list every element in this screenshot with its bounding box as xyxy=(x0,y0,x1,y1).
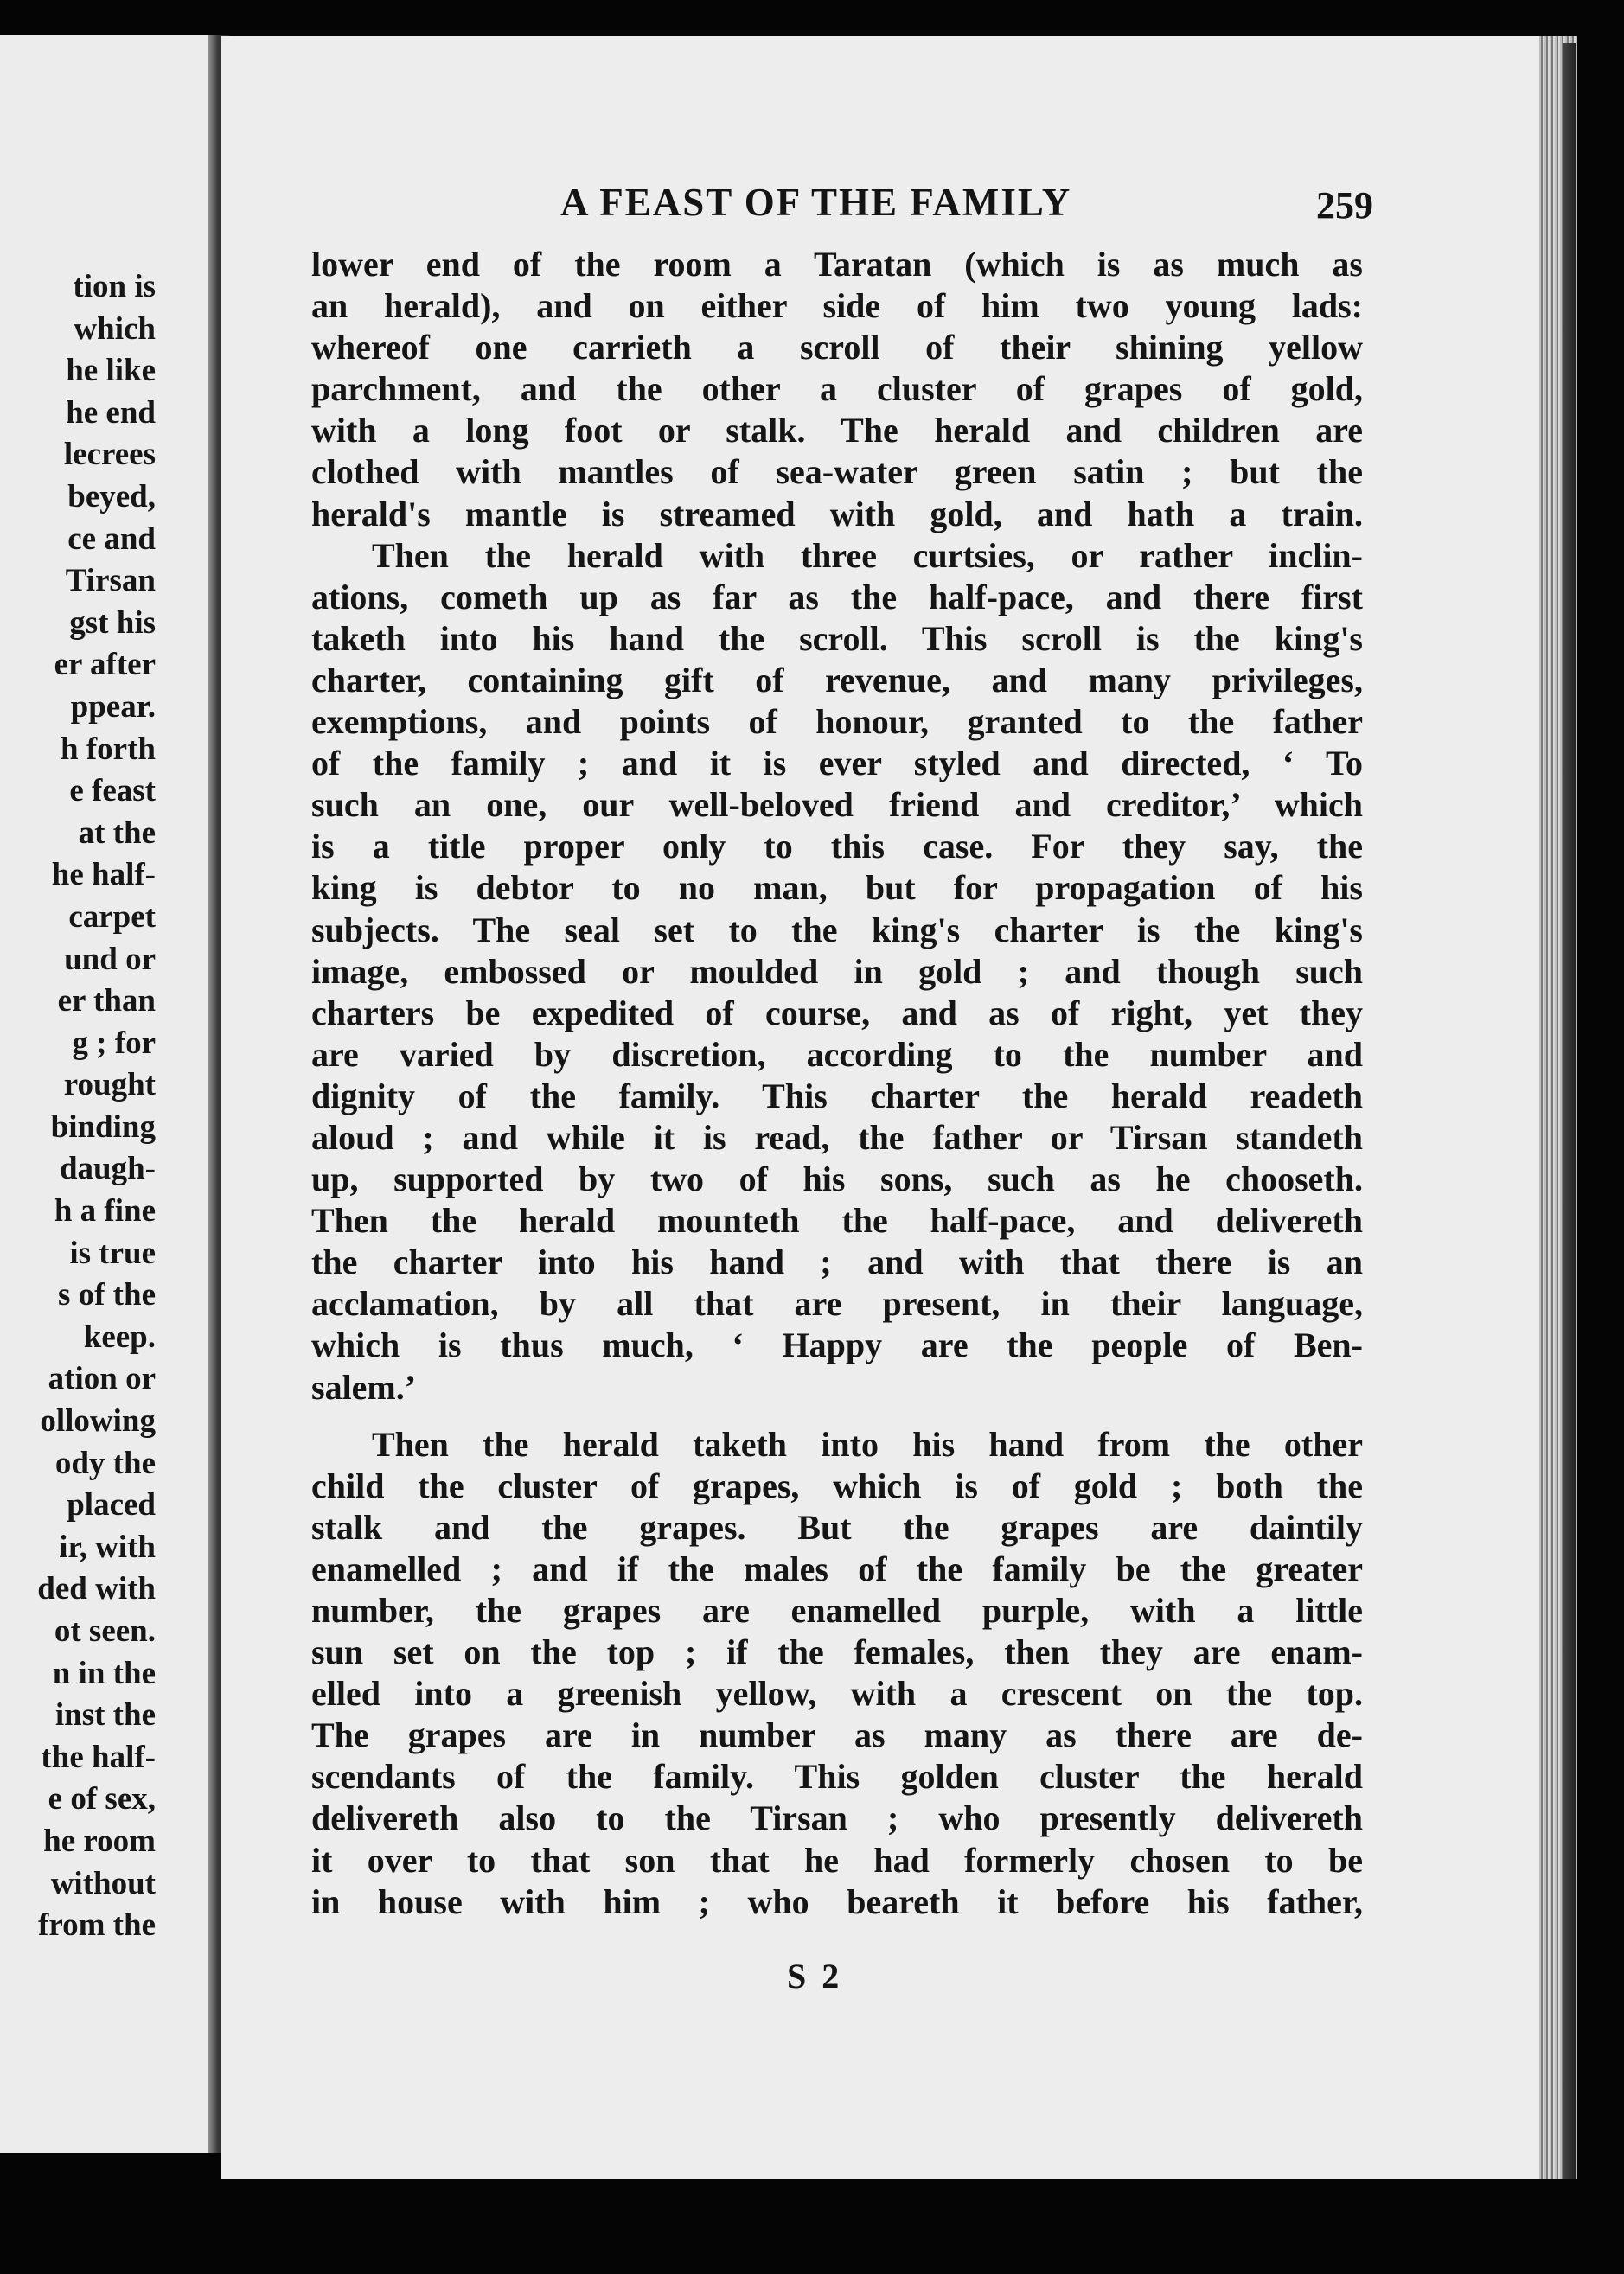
facing-page-line: beyed, xyxy=(67,478,156,514)
facing-page-line: ollowing xyxy=(40,1403,156,1440)
facing-page-line: Tirsan xyxy=(65,563,156,599)
body-text xyxy=(311,244,1363,1923)
facing-page-line: binding xyxy=(50,1108,156,1145)
facing-page-line: without xyxy=(50,1865,156,1901)
facing-page-line: which xyxy=(74,310,156,347)
text-line: up, supported by two of his sons, such as he chooseth. xyxy=(311,1159,1363,1199)
text-line: the charter into his hand ; and with that there is an xyxy=(311,1242,1363,1282)
facing-page-line: er after xyxy=(54,647,156,683)
text-line: delivereth also to the Tirsan ; who presently delivereth xyxy=(311,1798,1363,1838)
text-line: exemptions, and points of honour, granted to the father xyxy=(311,702,1363,742)
facing-page-line: ce and xyxy=(67,521,156,557)
paragraph-gap xyxy=(311,1408,1363,1424)
text-line: dignity of the family. This charter the herald readeth xyxy=(311,1076,1363,1115)
text-line: aloud ; and while it is read, the father or Tirsan standeth xyxy=(311,1117,1363,1157)
facing-page-text xyxy=(0,266,156,1947)
text-line: which is thus much, ‘ Happy are the people of Ben- xyxy=(311,1325,1363,1365)
facing-page-line: lecrees xyxy=(63,437,156,473)
text-line: of the family ; and it is ever styled and directed, ‘ To xyxy=(311,744,1363,783)
facing-page-line: gst his xyxy=(69,604,156,641)
text-line: an herald), and on either side of him two young lads: xyxy=(311,286,1363,326)
paragraph xyxy=(311,1424,1363,1923)
text-line: with a long foot or stalk. The herald and children are xyxy=(311,411,1363,450)
text-line: taketh into his hand the scroll. This scroll is the king's xyxy=(311,618,1363,658)
book-cover-edge xyxy=(1563,43,1576,2179)
text-line: it over to that son that he had formerly chosen to be xyxy=(311,1840,1363,1880)
facing-page-line: e feast xyxy=(69,773,156,809)
page-header xyxy=(560,180,1373,232)
facing-page-line: g ; for xyxy=(72,1025,156,1061)
facing-page-line: the half- xyxy=(41,1739,156,1775)
text-line: parchment, and the other a cluster of grapes of gold, xyxy=(311,369,1363,409)
text-line: king is debtor to no man, but for propagation of his xyxy=(311,868,1363,908)
text-line: child the cluster of grapes, which is of gold ; both the xyxy=(311,1466,1363,1505)
text-line: image, embossed or moulded in gold ; and though such xyxy=(311,951,1363,991)
facing-page-line: ody the xyxy=(54,1445,156,1481)
facing-page-line: from the xyxy=(38,1907,156,1944)
facing-page-line: keep. xyxy=(83,1319,156,1355)
text-line: are varied by discretion, according to the number and xyxy=(311,1034,1363,1074)
text-line: lower end of the room a Taratan (which is as much as xyxy=(311,245,1363,284)
facing-page-line: is true xyxy=(69,1235,156,1271)
facing-page-line: at the xyxy=(78,814,156,851)
text-line: such an one, our well-beloved friend and creditor,’ which xyxy=(311,785,1363,825)
facing-page-line: h a fine xyxy=(54,1193,156,1230)
text-line: charter, containing gift of revenue, and many privileges, xyxy=(311,660,1363,699)
facing-page-line: he like xyxy=(66,353,156,389)
facing-page-line: ation or xyxy=(48,1361,156,1397)
text-line: Then the herald with three curtsies, or rather inclin- xyxy=(372,535,1363,575)
text-line: clothed with mantles of sea-water green satin ; but the xyxy=(311,452,1363,492)
text-line: in house with him ; who beareth it before his father, xyxy=(311,1881,1363,1921)
text-line: number, the grapes are enamelled purple, with a little xyxy=(311,1591,1363,1630)
facing-page-line: und or xyxy=(64,941,156,977)
text-line: salem.’ xyxy=(311,1367,417,1407)
facing-page-line: ot seen. xyxy=(54,1613,156,1649)
text-line: charters be expedited of course, and as of right, yet they xyxy=(311,993,1363,1032)
paragraph xyxy=(311,535,1363,1408)
facing-page-line: inst the xyxy=(54,1697,156,1734)
page-number: 259 xyxy=(1316,184,1373,227)
text-line: acclamation, by all that are present, in their language, xyxy=(311,1284,1363,1324)
facing-page-line: ir, with xyxy=(59,1529,156,1565)
facing-page-line: ppear. xyxy=(70,688,156,725)
facing-page-line: tion is xyxy=(73,269,156,304)
text-line: sun set on the top ; if the females, then they are enam- xyxy=(311,1632,1363,1672)
text-line: The grapes are in number as many as there are de- xyxy=(311,1715,1363,1755)
facing-page-line: h forth xyxy=(61,731,156,767)
text-line: enamelled ; and if the males of the family be the greater xyxy=(311,1549,1363,1588)
text-line: whereof one carrieth a scroll of their shining yellow xyxy=(311,328,1363,367)
facing-page-line: he end xyxy=(66,394,156,431)
signature-mark: S 2 xyxy=(787,1957,843,1996)
facing-page-line: e of sex, xyxy=(48,1781,156,1817)
facing-page-line: daugh- xyxy=(59,1151,156,1187)
facing-page-line: ded with xyxy=(37,1571,156,1607)
facing-page-line: he room xyxy=(43,1823,156,1859)
text-line: is a title proper only to this case. For they say, the xyxy=(311,827,1363,866)
text-line: scendants of the family. This golden cluster the herald xyxy=(311,1757,1363,1797)
facing-page-line: rought xyxy=(63,1067,156,1103)
text-line: herald's mantle is streamed with gold, and hath a train. xyxy=(311,494,1363,533)
paragraph xyxy=(311,244,1363,535)
running-title: A FEAST OF THE FAMILY xyxy=(560,181,1072,224)
facing-page-line: s of the xyxy=(57,1277,156,1313)
text-line: Then the herald mounteth the half-pace, and delivereth xyxy=(311,1201,1363,1241)
facing-page-line: placed xyxy=(67,1487,156,1523)
facing-page-left xyxy=(0,35,214,2153)
text-line: Then the herald taketh into his hand from the other xyxy=(372,1424,1363,1464)
text-line: stalk and the grapes. But the grapes are daintily xyxy=(311,1507,1363,1547)
text-line: elled into a greenish yellow, with a crescent on the top. xyxy=(311,1674,1363,1714)
facing-page-line: er than xyxy=(57,983,156,1019)
text-line: subjects. The seal set to the king's charter is the king's xyxy=(311,910,1363,949)
facing-page-line: carpet xyxy=(68,898,156,935)
facing-page-line: he half- xyxy=(51,857,156,893)
facing-page-line: n in the xyxy=(52,1655,156,1691)
text-line: ations, cometh up as far as the half-pace, and there first xyxy=(311,577,1363,616)
